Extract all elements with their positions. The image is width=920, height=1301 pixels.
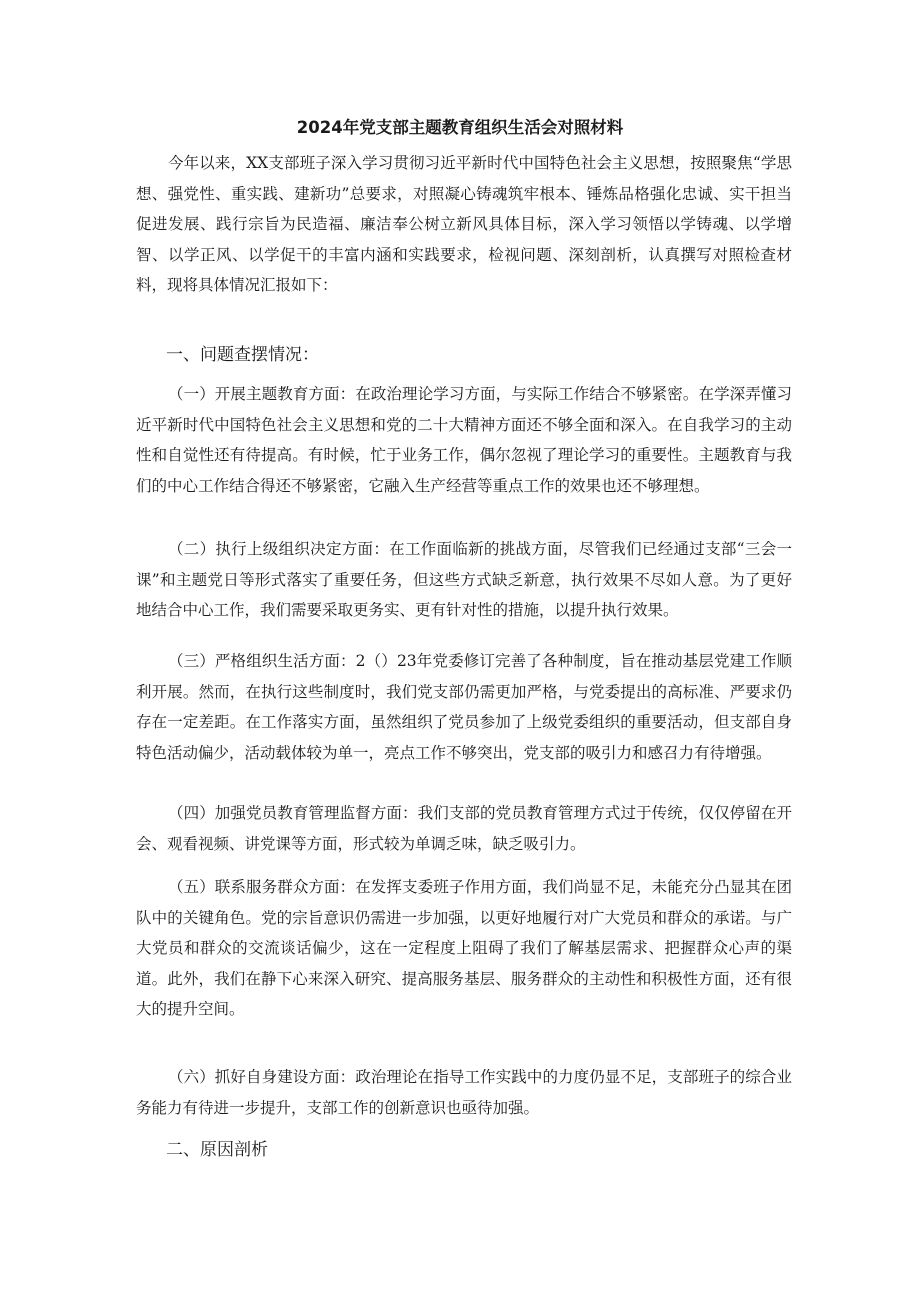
item-paragraph-4: （四）加强党员教育管理监督方面：我们支部的党员教育管理方式过于传统，仅仅停留在开会、观看视频、讲党课等方面，形式较为单调乏味，缺乏吸引力。 xyxy=(136,804,792,853)
section-heading-causes: 二、原因剖析 xyxy=(166,1140,268,1160)
item-paragraph-1: （一）开展主题教育方面：在政治理论学习方面，与实际工作结合不够紧密。在学深弄懂习近平新时代中国特色社会主义思想和党的二十大精神方面还不够全面和深入。在自我学习的主动性和自觉性还有待提高。有时候，忙于业务工作，偶尔忽视了理论学习的重要性。主题教育与我们的中心工作结合得还不够紧密，它融入生产经营等重点工作的效果也还不够理想。 xyxy=(136,385,792,495)
item-paragraph-6: （六）抓好自身建设方面：政治理论在指导工作实践中的力度仍显不足，支部班子的综合业务能力有待进一步提升，支部工作的创新意识也亟待加强。 xyxy=(136,1068,792,1117)
item-paragraph-5: （五）联系服务群众方面：在发挥支委班子作用方面，我们尚显不足，未能充分凸显其在团队中的关键角色。党的宗旨意识仍需进一步加强，以更好地履行对广大党员和群众的承诺。与广大党员和群众的交流谈话偏少，这在一定程度上阻碍了我们了解基层需求、把握群众心声的渠道。此外，我们在静下心来深入研究、提高服务基层、服务群众的主动性和积极性方面，还有很大的提升空间。 xyxy=(136,878,792,1018)
item-paragraph-2: （二）执行上级组织决定方面：在工作面临新的挑战方面，尽管我们已经通过支部“三会一课”和主题党日等形式落实了重要任务，但这些方式缺乏新意，执行效果不尽如人意。为了更好地结合中心工作，我们需要采取更务实、更有针对性的措施，以提升执行效果。 xyxy=(136,540,792,619)
item-paragraph-3: （三）严格组织生活方面：2（）23年党委修订完善了各种制度，旨在推动基层党建工作顺利开展。然而，在执行这些制度时，我们党支部仍需更加严格，与党委提出的高标准、严要求仍存在一定差距。在工作落实方面，虽然组织了党员参加了上级党委组织的重要活动，但支部自身特色活动偏少，活动载体较为单一，亮点工作不够突出，党支部的吸引力和感召力有待增强。 xyxy=(136,652,792,762)
document-title: 2024年党支部主题教育组织生活会对照材料 xyxy=(296,118,624,137)
section-heading-problems: 一、问题查摆情况： xyxy=(166,345,319,365)
intro-paragraph: 今年以来，XX支部班子深入学习贯彻习近平新时代中国特色社会主义思想，按照聚焦“学思想、强党性、重实践、建新功”总要求，对照凝心铸魂筑牢根本、锤炼品格强化忠诚、实干担当促进发展、践行宗旨为民造福、廉洁奉公树立新风具体目标，深入学习领悟以学铸魂、以学增智、以学正风、以学促干的丰富内涵和实践要求，检视问题、深刻剖析，认真撰写对照检查材料，现将具体情况汇报如下： xyxy=(136,154,792,294)
